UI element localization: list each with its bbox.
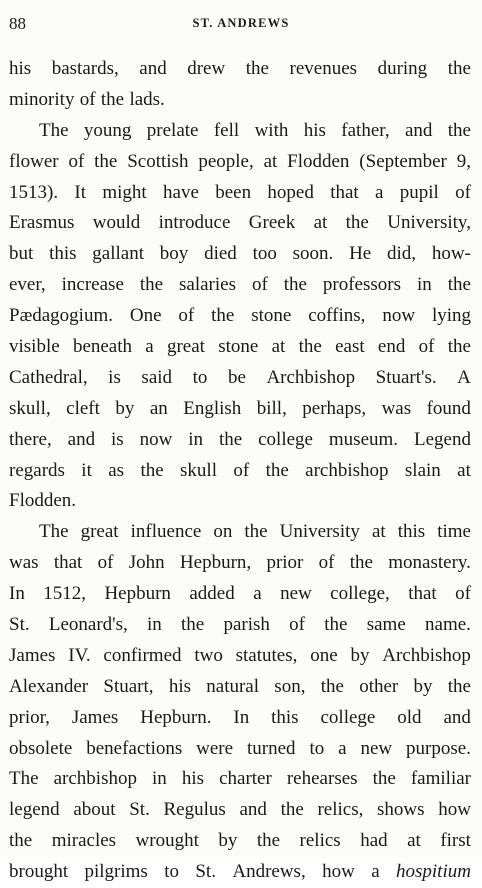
page-header xyxy=(9,14,473,36)
text-line: prior, James Hepburn. In this college old and xyxy=(9,706,471,728)
text-line: James IV. confirmed two statutes, one by Archbishop xyxy=(9,644,471,666)
text-line: Erasmus would introduce Greek at the University, xyxy=(9,212,471,234)
text-line: The great influence on the University at this time xyxy=(39,521,471,543)
text-line: legend about St. Regulus and the relics, shows how xyxy=(9,799,471,821)
text-line: was that of John Hepburn, prior of the monastery. xyxy=(9,552,471,574)
text-line: brought pilgrims to St. Andrews, how a hospitium xyxy=(9,861,471,883)
running-head: ST. ANDREWS xyxy=(192,16,290,30)
text-line: visible beneath a great stone at the east end of the xyxy=(9,336,471,358)
text-line: Cathedral, is said to be Archbishop Stuart's. A xyxy=(9,366,471,388)
text-line: regards it as the skull of the archbishop slain at xyxy=(9,459,471,481)
text-line: 1513). It might have been hoped that a pupil of xyxy=(9,181,471,203)
text-line: flower of the Scottish people, at Flodden (September 9, xyxy=(9,150,471,172)
text-line: Flodden. xyxy=(9,490,77,512)
text-line: minority of the lads. xyxy=(9,88,165,110)
page-number: 88 xyxy=(9,14,26,33)
text-line: but this gallant boy died too soon. He did, how- xyxy=(9,243,471,265)
body-text xyxy=(9,54,471,888)
text-line: the miracles wrought by the relics had at first xyxy=(9,830,471,852)
text-line: Alexander Stuart, his natural son, the other by the xyxy=(9,675,471,697)
text-line: The archbishop in his charter rehearses the familiar xyxy=(9,768,471,790)
text-line: In 1512, Hepburn added a new college, that of xyxy=(9,583,471,605)
text-line: his bastards, and drew the revenues during the xyxy=(9,58,471,79)
text-line: ever, increase the salaries of the professors in the xyxy=(9,274,471,296)
text-line: The young prelate fell with his father, and the xyxy=(39,119,471,141)
text-line: skull, cleft by an English bill, perhaps, was found xyxy=(9,397,471,419)
text-line: Pædagogium. One of the stone coffins, now lying xyxy=(9,305,471,327)
text-line: St. Leonard's, in the parish of the same name. xyxy=(9,614,471,636)
text-line: there, and is now in the college museum. Legend xyxy=(9,428,471,450)
text-line: obsolete benefactions were turned to a new purpose. xyxy=(9,737,471,759)
